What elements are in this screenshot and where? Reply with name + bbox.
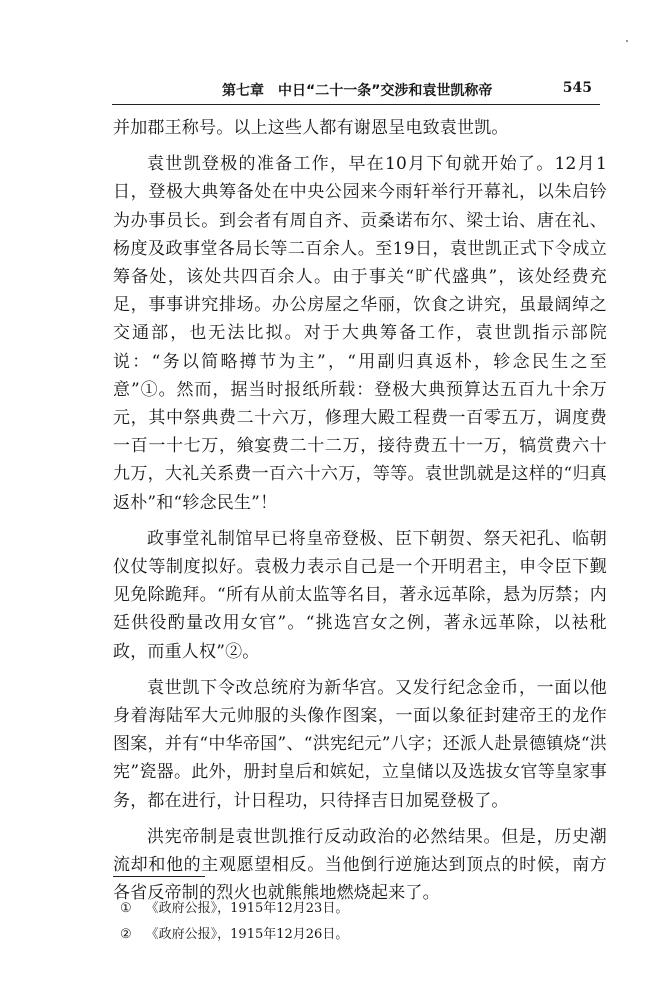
footnote-text: 《政府公报》，1915年12月26日。 (145, 927, 349, 942)
page-number: 545 (562, 80, 592, 96)
body-text (113, 114, 607, 907)
running-header (112, 78, 600, 105)
footnote-item (120, 922, 348, 948)
footnote-marker: ② (120, 927, 132, 942)
chapter-title: 第七章 中日“二十一条”交涉和袁世凯称帝 (222, 83, 493, 99)
footnote-text: 《政府公报》，1915年12月23日。 (145, 901, 349, 916)
scan-speck (626, 40, 628, 42)
paragraph-xinhua-palace: 袁世凯下令改总统府为新华宫。又发行纪念金币，一面以他身着海陆军大元帅服的头像作图案，一面以象征封建帝王的龙作图案，并有“中华帝国”、“洪宪纪元”八字；还派人赴景德镇烧“洪宪”瓷器。此外，册封皇后和嫔妃，立皇储以及选拔女官等皇家事务，都在进行，计日程功，只待择吉日加冕登极了。 (113, 677, 607, 811)
paragraph-continued: 并加郡王称号。以上这些人都有谢恩呈电致袁世凯。 (113, 118, 509, 138)
footnote-divider (113, 876, 205, 877)
paragraph-ceremony-rules: 政事堂礼制馆早已将皇帝登极、臣下朝贺、祭天祀孔、临朝仪仗等制度拟好。袁极力表示自己是一个开明君主，申令臣下觐见免除跪拜。“所有从前太监等名目，著永远革除，悬为厉禁；内廷供役酌量改用女官”。“挑选宫女之例，著永远革除，以袪秕政，而重人权”②。 (113, 528, 607, 662)
footnote-item (120, 896, 348, 922)
footnotes (120, 896, 348, 948)
footnote-marker: ① (120, 901, 132, 916)
paragraph-preparations: 袁世凯登极的准备工作，早在10月下旬就开始了。12月1日，登极大典筹备处在中央公园来今雨轩举行开幕礼，以朱启钤为办事员长。到会者有周自齐、贡桑诺布尔、梁士诒、唐在礼、杨度及政事堂各局长等二百余人。至19日，袁世凯正式下令成立筹备处，该处共四百余人。由于事关“旷代盛典”，该处经费充足，事事讲究排场。办公房屋之华丽，饮食之讲究，虽最阔绰之交通部，也无法比拟。对于大典筹备工作，袁世凯指示部院说：“务以简略撙节为主”，“用副归真返朴，轸念民生之至意”①。然而，据当时报纸所载：登极大典预算达五百九十余万元，其中祭典费二十六万，修理大殿工程费一百零五万，调度费一百一十七万，飨宴费二十二万，接待费五十一万，犒赏费六十九万，大礼关系费一百六十六万，等等。袁世凯就是这样的“归真返朴”和“轸念民生”！ (113, 154, 607, 513)
paragraph-conclusion: 洪宪帝制是袁世凯推行反动政治的必然结果。但是，历史潮流却和他的主观愿望相反。当他倒行逆施达到顶点的时候，南方各省反帝制的烈火也就熊熊地燃烧起来了。 (113, 826, 607, 904)
